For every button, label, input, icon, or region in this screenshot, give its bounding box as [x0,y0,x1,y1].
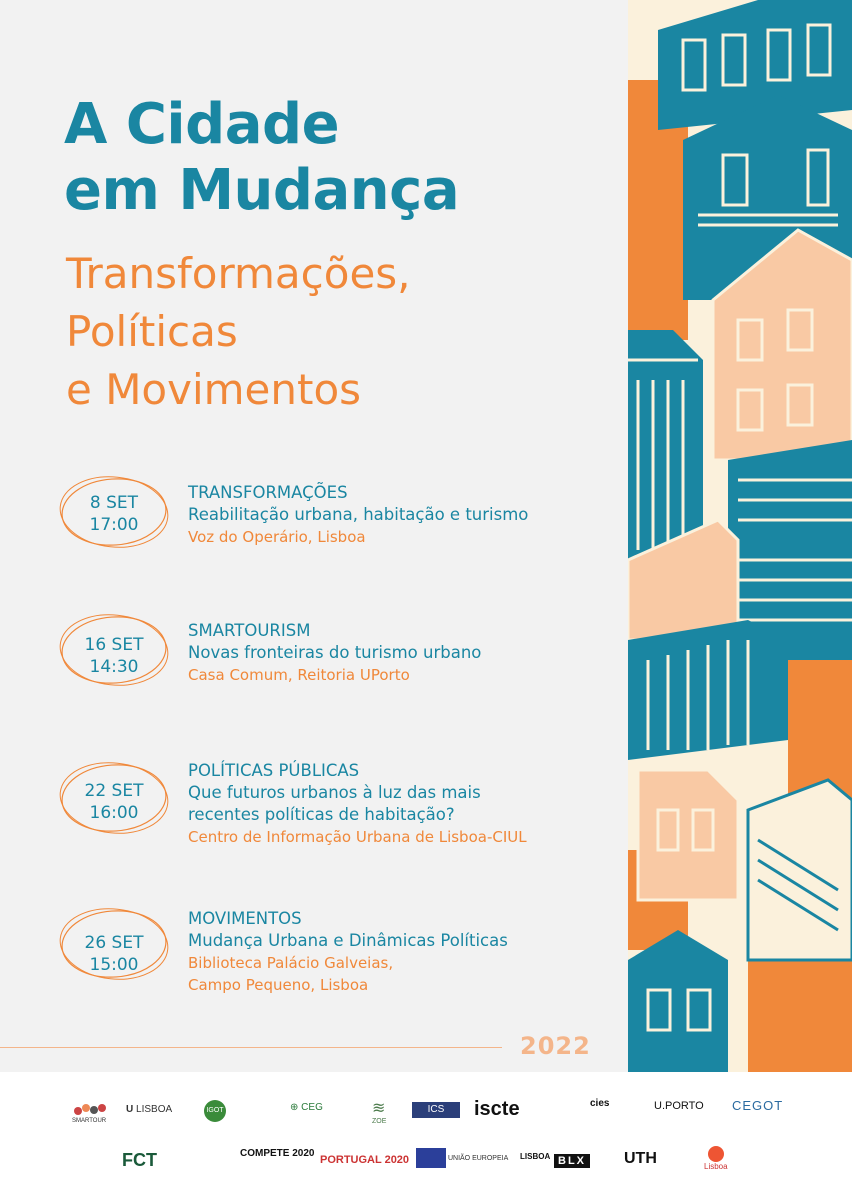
smartour-mark-icon [72,1102,108,1116]
logo-text: PORTUGAL 2020 [320,1154,410,1166]
uth-logo [624,1150,657,1168]
event-title: Que futuros urbanos à luz das mais [188,783,481,802]
subtitle-line-3: e Movimentos [66,365,362,414]
lisboa-cm-logo [520,1152,550,1161]
event-place: Biblioteca Palácio Galveias, [188,954,394,972]
logo-text: cies [590,1098,610,1109]
iscte-logo [474,1098,520,1121]
event-category: POLÍTICAS PÚBLICAS [188,761,360,780]
logo-text: LISBOA [136,1104,173,1115]
title-line-2: em Mudança [64,158,460,223]
title-line-1: A Cidade [64,92,340,157]
logo-text: BLX [558,1155,586,1167]
houses-illustration [628,0,852,1072]
lisboa-city-logo [704,1146,728,1171]
zoe-mark-icon: ≋ [372,1100,386,1117]
sponsors-footer [0,1072,852,1202]
event-time: 15:00 [89,955,139,975]
cegot-logo [732,1098,783,1113]
event-day: 22 SET [84,781,144,801]
event-title: Reabilitação urbana, habitação e turismo [188,505,529,524]
date-badge [58,608,170,688]
houses-illustration-svg [628,0,852,1072]
eu-flag-icon [416,1148,446,1168]
event-day: 16 SET [84,635,144,655]
subtitle [66,245,411,419]
logo-text: SMARTOUR [72,1118,107,1124]
eu-logo [416,1148,508,1168]
logo-text: LISBOA [520,1152,551,1161]
event-category: TRANSFORMAÇÕES [188,483,348,502]
circle-icon [708,1146,724,1162]
date-badge [58,756,170,836]
event-title: Mudança Urbana e Dinâmicas Políticas [188,931,508,950]
event-time: 17:00 [89,515,139,535]
logo-text: iscte [474,1098,520,1120]
logo-text: ICS [427,1104,445,1115]
igot-badge: IGOT [204,1100,226,1122]
logo-text: UNIÃO EUROPEIA [447,1154,509,1162]
event-day: 8 SET [89,493,139,513]
event-place-cont: Campo Pequeno, Lisboa [188,976,369,994]
logo-text: U.PORTO [654,1100,704,1112]
blx-logo [554,1154,590,1168]
event-place: Casa Comum, Reitoria UPorto [188,666,410,684]
igot-logo [204,1100,226,1122]
globe-icon: ⊕ [290,1102,299,1113]
event-category: MOVIMENTOS [188,909,302,928]
logo-text: Lisboa [704,1162,728,1171]
event-time: 14:30 [89,657,139,677]
logo-text: UTH [624,1150,657,1167]
event-title-cont: recentes políticas de habitação? [188,805,455,824]
compete-logo [240,1148,315,1159]
event-category: SMARTOURISM [188,621,311,640]
event-place: Centro de Informação Urbana de Lisboa-CIUL [188,828,527,846]
year-label: 2022 [520,1032,591,1060]
logo-text: CEG [301,1102,323,1113]
uporto-logo [654,1100,704,1112]
logo-text: CEGOT [732,1098,784,1113]
logo-text: FCT [122,1150,157,1170]
fct-logo [122,1150,157,1171]
smartour-logo [72,1102,108,1124]
portugal2020-logo [320,1150,409,1166]
ics-logo [412,1102,460,1118]
subtitle-line-1: Transformações, [66,249,411,298]
page-title [64,92,459,224]
ceg-logo [290,1102,323,1113]
subtitle-line-2: Políticas [66,307,238,356]
event-day: 26 SET [84,933,144,953]
event-title: Novas fronteiras do turismo urbano [188,643,482,662]
logo-text: ZOE [372,1118,387,1125]
date-badge [58,902,170,982]
date-badge [58,470,170,550]
ulisboa-logo: U LISBOA [126,1104,173,1115]
year-divider [0,1047,502,1048]
logo-text: COMPETE 2020 [240,1148,315,1159]
zoe-logo [372,1098,386,1125]
event-place: Voz do Operário, Lisboa [188,528,366,546]
cies-logo [590,1098,609,1109]
event-time: 16:00 [89,803,139,823]
